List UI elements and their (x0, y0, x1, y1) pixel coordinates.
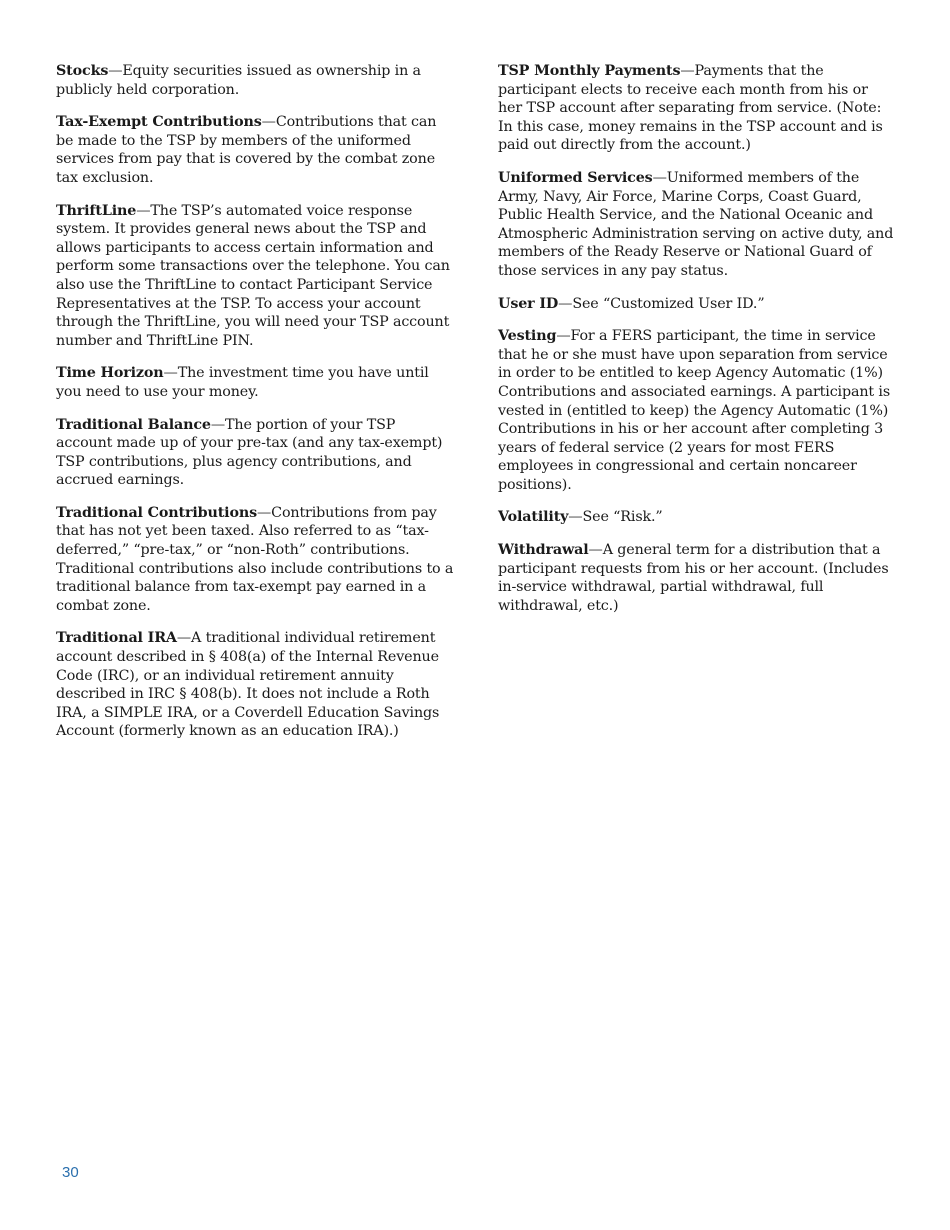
glossary-term: Withdrawal (498, 542, 589, 559)
glossary-entry-user-id (498, 295, 896, 314)
glossary-entry-uniformed-services (498, 169, 896, 281)
term-separator: — (680, 63, 695, 79)
glossary-entry-traditional-contributions (56, 504, 454, 616)
glossary-term: Time Horizon (56, 365, 164, 382)
glossary-term: ThriftLine (56, 202, 137, 219)
glossary-term: Traditional Balance (56, 416, 211, 433)
glossary-entry-vesting (498, 327, 896, 494)
glossary-definition: See “Customized User ID.” (572, 295, 765, 312)
term-separator: — (176, 630, 192, 647)
glossary-term: User ID (498, 295, 559, 312)
term-separator: — (108, 63, 123, 79)
term-separator: — (588, 542, 603, 559)
glossary-entry-withdrawal (498, 541, 896, 615)
glossary-column-left (56, 62, 454, 755)
glossary-column-right (498, 62, 896, 629)
term-separator: — (210, 416, 226, 433)
term-separator: — (568, 509, 583, 526)
glossary-definition: Uniformed members of the Army, Navy, Air Force, Marine Corps, Coast Guard, Public Health Service, and the National Oceanic and Atmospheric Administration serving on active duty, and members of the Ready Reserve or National Guard of those services in any pay status. (498, 169, 894, 279)
glossary-definition: Equity securities issued as ownership in a publicly held corporation. (56, 63, 421, 98)
glossary-entry-thriftline (56, 202, 454, 351)
glossary-term: TSP Monthly Payments (498, 63, 681, 79)
glossary-definition: Contributions from pay that has not yet been taxed. Also referred to as “tax-deferred,” “pre-tax,” or “non-Roth” contributions. Traditional contributions also include contributions to a traditional balance from tax-exempt pay earned in a combat zone. (56, 504, 454, 614)
glossary-entry-traditional-balance (56, 416, 454, 490)
glossary-definition: A traditional individual retirement account described in § 408(a) of the Internal Revenue Code (IRC), or an individual retirement annuity described in IRC § 408(b). It does not include a Roth IRA, a SIMPLE IRA, or a Coverdell Education Savings Account (formerly known as an education IRA).) (56, 630, 440, 740)
term-separator: — (136, 202, 151, 219)
term-separator: — (257, 504, 272, 521)
glossary-term: Traditional Contributions (56, 504, 257, 521)
glossary-term: Tax-Exempt Contributions (56, 114, 262, 131)
glossary-definition: For a FERS participant, the time in service that he or she must have upon separation from service in order to be entitled to keep Agency Automatic (1%) Contributions and associated earnings. A participant is vested in (entitled to keep) the Agency Automatic (1%) Contributions in his or her account after completing 3 years of federal service (2 years for most FERS employees in congressional and certain noncareer positions). (498, 328, 891, 493)
glossary-definition: Payments that the participant elects to receive each month from his or her TSP account after separating from service. (Note: In this case, money remains in the TSP account and is paid out directly from the account.) (498, 63, 883, 154)
glossary-term: Vesting (498, 328, 557, 345)
glossary-term: Volatility (498, 509, 569, 526)
glossary-definition: Contributions that can be made to the TSP by members of the uniformed services from pay that is covered by the combat zone tax exclusion. (56, 114, 437, 186)
page-number: 30 (62, 1164, 79, 1181)
glossary-entry-stocks (56, 62, 454, 99)
glossary-entry-traditional-ira (56, 629, 454, 741)
glossary-entry-tsp-monthly-payments (498, 62, 896, 155)
term-separator: — (261, 114, 276, 131)
glossary-entry-time-horizon (56, 364, 454, 401)
glossary-definition: A general term for a distribution that a participant requests from his or her account. (Includes in-service withdrawal, partial withdrawal, full withdrawal, etc.) (498, 542, 889, 614)
glossary-entry-tax-exempt-contributions (56, 113, 454, 187)
glossary-entry-volatility (498, 508, 896, 527)
glossary-definition: The TSP’s automated voice response system. It provides general news about the TSP and allows participants to access certain information and perform some transactions over the telephone. You can also use the ThriftLine to contact Participant Service Representatives at the TSP. To access your account through the ThriftLine, you will need your TSP account number and ThriftLine PIN. (56, 202, 450, 349)
glossary-definition: The investment time you have until you need to use your money. (56, 365, 429, 400)
glossary-term: Stocks (56, 63, 109, 79)
glossary-definition: See “Risk.” (582, 509, 663, 526)
term-separator: — (163, 365, 178, 382)
term-separator: — (652, 169, 667, 186)
glossary-definition: The portion of your TSP account made up of your pre-tax (and any tax-exempt) TSP contributions, plus agency contributions, and accrued earnings. (56, 416, 443, 489)
term-separator: — (556, 328, 571, 345)
term-separator: — (558, 295, 573, 312)
glossary-term: Traditional IRA (56, 630, 177, 647)
glossary-term: Uniformed Services (498, 169, 653, 186)
